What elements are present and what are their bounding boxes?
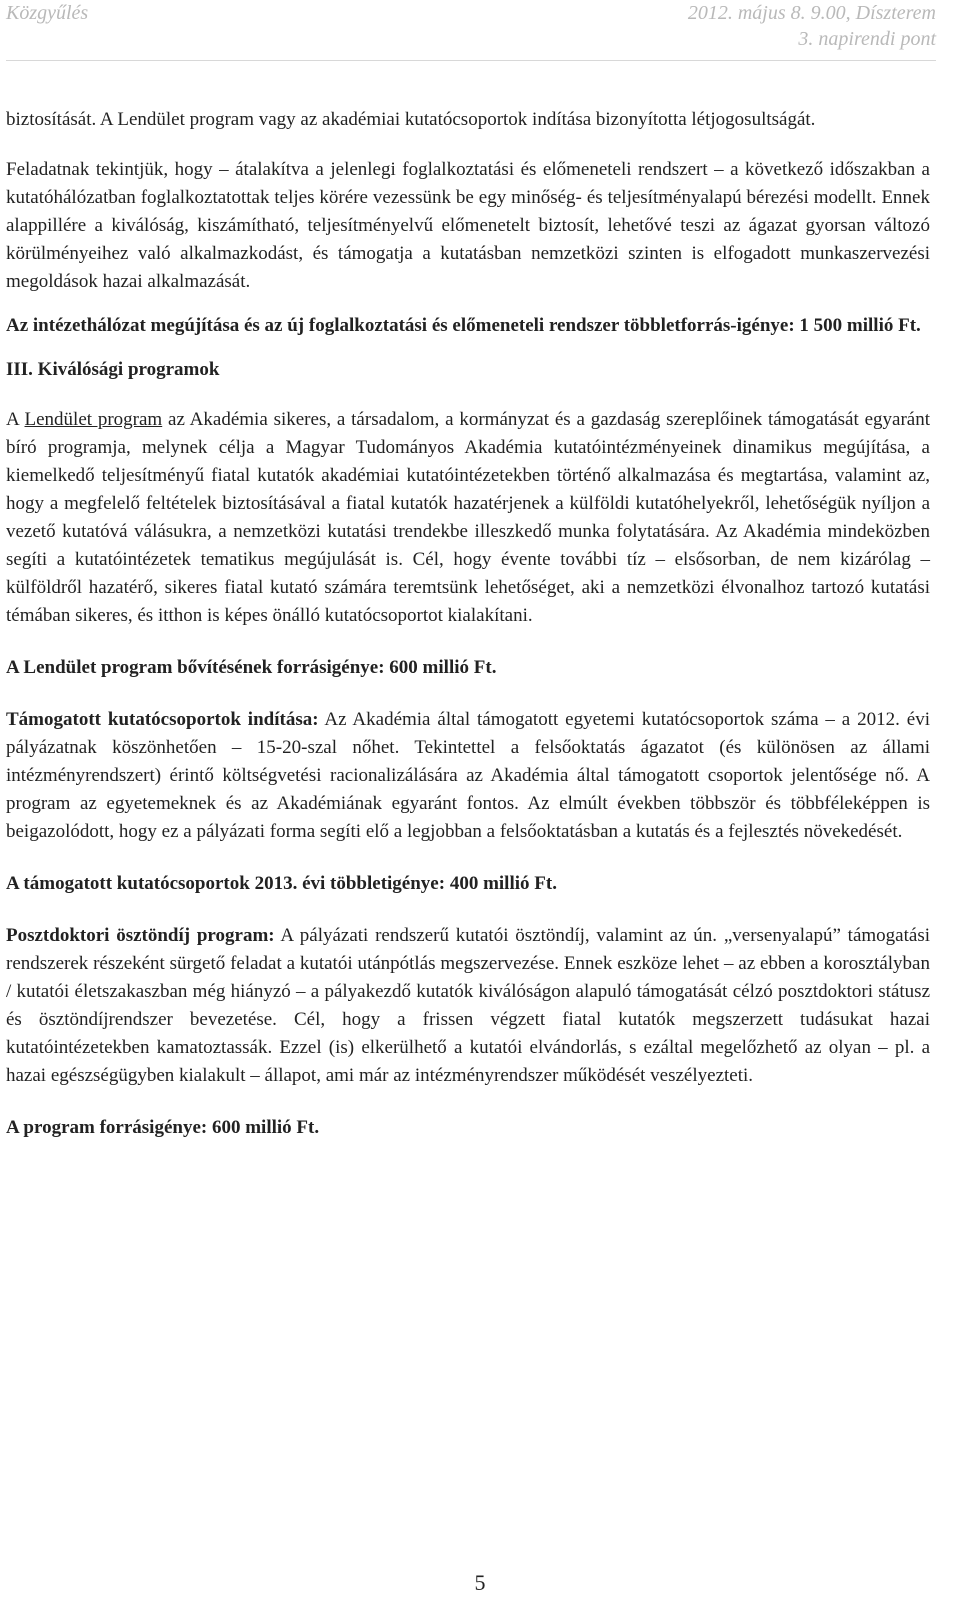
postdoc-label: Posztdoktori ösztöndíj program: <box>6 925 275 946</box>
header-date-location: 2012. május 8. 9.00, Díszterem <box>687 2 936 24</box>
lendulet-lead: A <box>6 409 25 430</box>
research-groups-label: Támogatott kutatócsoportok indítása: <box>6 709 319 730</box>
paragraph-salary-model: Feladatnak tekintjük, hogy – átalakítva a jelenlegi foglalkoztatási és előmeneteli rendszert – a következő időszakban a kutatóhálózatban foglalkoztatottak teljes körére vezessünk be egy minőség- és teljesítményalapú bérezési modellt. Ennek alappillére a kiválóság, kiszámítható, teljesítményelvű előmenetelt biztosít, lehetővé teszi az ágazat gyorsan változó körülményeihez való alkalmazkodást, és támogatja a kutatásban nemzetközi szinten is elfogadott munkaszervezési megoldások hazai alkalmazását. <box>6 159 930 292</box>
lendulet-program-term: Lendület program <box>24 409 163 430</box>
paragraph-funding-postdoc: A program forrásigénye: 600 millió Ft. <box>6 1117 320 1138</box>
paragraph-postdoc-program <box>6 922 930 1090</box>
postdoc-text: A pályázati rendszerű kutatói ösztöndíj, valamint az ún. „versenyalapú” támogatási rendszerek részeként sürgető feladat a kutatói utánpótlás megszervezése. Ennek eszköze lehet – az ebben a korosztályban / kutatói életszakaszban még hiányzó – a pályakezdő kutatók kiválóságon alapuló támogatását célzó posztdoktori státusz és ösztöndíjrendszer bevezetése. Cél, hogy a frissen végzett fiatal kutatók megszerzett tudásukat hazai kutatóintézetekben kamatoztassák. Ezzel (is) elkerülhető a kutatói elvándorlás, s ezáltal megelőzhető az olyan – pl. a hazai egészségügyben kialakult – állapot, ami már az intézményrendszer működését veszélyezteti. <box>6 925 930 1086</box>
paragraph-funding-research-groups: A támogatott kutatócsoportok 2013. évi többletigénye: 400 millió Ft. <box>6 873 557 894</box>
lendulet-description: az Akadémia sikeres, a társadalom, a kormányzat és a gazdaság szereplőinek támogatását egyaránt bíró programja, melynek célja a Magyar Tudományos Akadémia kutatóintézményeinek dinamikus megújítása, a kiemelkedő teljesítményű fiatal kutatók akadémiai kutatóintézetekben történő alkalmazása és megtartása, valamint az, hogy a megfelelő feltételek biztosításával a fiatal kutatók hazatérjenek a külföldi kutatóhelyekről, lehetőségük nyíljon a vezető kutatóvá válásukra, a nemzetközi kutatási trendekbe illeszkedő munka folytatására. Az Akadémia mindeközben segíti a kutatóintézetek tematikus megújulását is. Cél, hogy évente további tíz – elsősorban, de nem kizárólag – külföldről hazatérő, sikeres fiatal kutató számára teremtsünk lehetőséget, aki a nemzetközi élvonalhoz tartozó kutatási témában sikeres, és itthon is képes önálló kutatócsoportot kialakítani. <box>6 409 930 626</box>
page-number: 5 <box>474 1570 486 1595</box>
header-meeting-info <box>688 0 936 52</box>
header-divider <box>6 60 936 61</box>
section-heading-excellence-programs: III. Kiválósági programok <box>6 359 220 380</box>
paragraph-funding-lendulet: A Lendület program bővítésének forrásigénye: 600 millió Ft. <box>6 657 497 678</box>
paragraph-funding-network: Az intézethálózat megújítása és az új foglalkoztatási és előmeneteli rendszer többletforrás-igénye: 1 500 millió Ft. <box>6 315 921 336</box>
paragraph-lendulet-program <box>6 406 930 630</box>
paragraph-research-groups <box>6 706 930 846</box>
paragraph-intro-continuation: biztosítását. A Lendület program vagy az akadémiai kutatócsoportok indítása bizonyította létjogosultságát. <box>6 109 816 130</box>
header-meeting-title: Közgyűlés <box>6 2 89 24</box>
research-groups-text: Az Akadémia által támogatott egyetemi kutatócsoportok száma – a 2012. évi pályázatnak köszönhetően – 15-20-szal nőhet. Tekintettel a felsőoktatás ágazatot (és különösen az állami intézményrendszert) érintő költségvetési racionalizálására az Akadémia által támogatott csoportok jelentősége nő. A program az egyetemeknek és az Akadémiának egyaránt fontos. Az elmúlt években többször és többféleképpen is beigazolódott, hogy ez a pályázati forma segíti elő a legjobban a felsőoktatásban a kutatás és a fejlesztés növekedését. <box>6 709 931 842</box>
document-body <box>6 106 930 1142</box>
header-agenda-item: 3. napirendi pont <box>798 28 936 50</box>
